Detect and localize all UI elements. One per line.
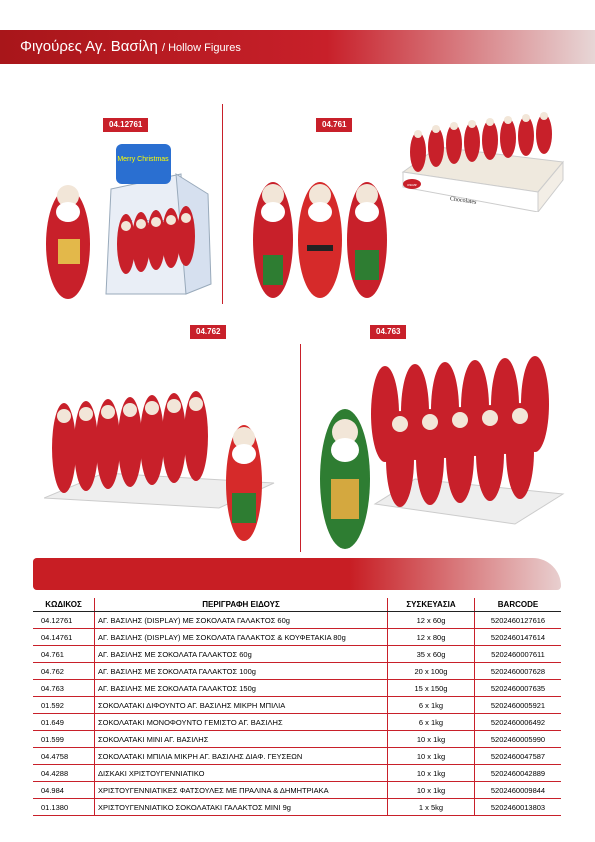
cell-package: 10 x 1kg: [388, 765, 475, 782]
cell-description: ΑΓ. ΒΑΣΙΛΗΣ (DISPLAY) ΜΕ ΣΟΚΟΛΑΤΑ ΓΑΛΑΚΤΟΣ 60g: [95, 612, 388, 629]
table-body: [33, 612, 561, 816]
cell-package: 6 x 1kg: [388, 714, 475, 731]
page-title: [20, 38, 241, 55]
box-label: Chocolates: [449, 196, 477, 206]
product-image-santa-figures: [245, 160, 395, 300]
table-header-row: [33, 598, 561, 612]
product-code-label: 04.762: [190, 325, 226, 339]
cell-barcode: 5202460007635: [475, 680, 562, 697]
table-row: [33, 680, 561, 697]
cell-description: ΣΟΚΟΛΑΤΑΚΙ ΜΠΙΛΙΑ ΜΙΚΡΗ ΑΓ. ΒΑΣΙΛΗΣ ΔΙΑΦ. ΓΕΥΣΕΩΝ: [95, 748, 388, 765]
cell-description: ΣΟΚΟΛΑΤΑΚΙ ΔΙΦΟΥΝΤΟ ΑΓ. ΒΑΣΙΛΗΣ ΜΙΚΡΗ ΜΠΙΛΙΑ: [95, 697, 388, 714]
cell-description: ΑΓ. ΒΑΣΙΛΗΣ ΜΕ ΣΟΚΟΛΑΤΑ ΓΑΛΑΚΤΟΣ 100g: [95, 663, 388, 680]
cell-code: 04.4288: [33, 765, 95, 782]
brand-logo-text: oscar: [407, 182, 417, 187]
column-header-package: ΣΥΣΚΕΥΑΣΙΑ: [388, 598, 475, 612]
cell-description: ΧΡΙΣΤΟΥΓΕΝΝΙΑΤΙΚΕΣ ΦΑΤΣΟΥΛΕΣ ΜΕ ΠΡΑΛΙΝΑ & ΔΗΜΗΤΡΙΑΚΑ: [95, 782, 388, 799]
decorative-band: [33, 558, 561, 590]
cell-barcode: 5202460005990: [475, 731, 562, 748]
cell-package: 10 x 1kg: [388, 782, 475, 799]
divider-line: [222, 104, 223, 304]
cell-barcode: 5202460127616: [475, 612, 562, 629]
table-row: [33, 629, 561, 646]
cell-package: 6 x 1kg: [388, 697, 475, 714]
cell-code: 04.4758: [33, 748, 95, 765]
cell-barcode: 5202460047587: [475, 748, 562, 765]
cell-package: 35 x 60g: [388, 646, 475, 663]
cell-code: 01.1380: [33, 799, 95, 816]
table-row: [33, 765, 561, 782]
cell-package: 12 x 80g: [388, 629, 475, 646]
product-image-tray-santas: [44, 388, 276, 548]
table-row: [33, 612, 561, 629]
cell-code: 01.599: [33, 731, 95, 748]
cell-code: 04.12761: [33, 612, 95, 629]
cell-code: 01.649: [33, 714, 95, 731]
title-english: / Hollow Figures: [161, 42, 241, 54]
table-row: [33, 646, 561, 663]
product-code-label: 04.763: [370, 325, 406, 339]
cell-package: 1 x 5kg: [388, 799, 475, 816]
cell-package: 20 x 100g: [388, 663, 475, 680]
title-greek: Φιγούρες Αγ. Βασίλη: [20, 38, 158, 55]
cell-code: 01.592: [33, 697, 95, 714]
column-header-barcode: BARCODE: [475, 598, 562, 612]
cell-code: 04.763: [33, 680, 95, 697]
cell-package: 15 x 150g: [388, 680, 475, 697]
cell-description: ΑΓ. ΒΑΣΙΛΗΣ (DISPLAY) ΜΕ ΣΟΚΟΛΑΤΑ ΓΑΛΑΚΤΟΣ & ΚΟΥΦΕΤΑΚΙΑ 80g: [95, 629, 388, 646]
table-row: [33, 731, 561, 748]
table-row: [33, 697, 561, 714]
cell-package: 12 x 60g: [388, 612, 475, 629]
product-image-chocolates-box: [398, 102, 568, 212]
column-header-description: ΠΕΡΙΓΡΑΦΗ ΕΙΔΟΥΣ: [95, 598, 388, 612]
column-header-code: ΚΩΔΙΚΟΣ: [33, 598, 95, 612]
cell-barcode: 5202460007611: [475, 646, 562, 663]
product-image-large-tray-santas: [305, 354, 565, 554]
table-row: [33, 799, 561, 816]
cell-code: 04.984: [33, 782, 95, 799]
cell-code: 04.14761: [33, 629, 95, 646]
table-row: [33, 714, 561, 731]
product-code-label: 04.761: [316, 118, 352, 132]
table-row: [33, 782, 561, 799]
cell-barcode: 5202460147614: [475, 629, 562, 646]
cell-description: ΣΟΚΟΛΑΤΑΚΙ ΜΟΝΟΦΟΥΝΤΟ ΓΕΜΙΣΤΟ ΑΓ. ΒΑΣΙΛΗΣ: [95, 714, 388, 731]
cell-description: ΑΓ. ΒΑΣΙΛΗΣ ΜΕ ΣΟΚΟΛΑΤΑ ΓΑΛΑΚΤΟΣ 60g: [95, 646, 388, 663]
cell-package: 10 x 1kg: [388, 748, 475, 765]
table-row: [33, 748, 561, 765]
cell-barcode: 5202460042889: [475, 765, 562, 782]
box-brand-text: Merry Christmas: [117, 156, 169, 163]
cell-description: ΣΟΚΟΛΑΤΑΚΙ ΜΙΝΙ ΑΓ. ΒΑΣΙΛΗΣ: [95, 731, 388, 748]
cell-barcode: 5202460006492: [475, 714, 562, 731]
cell-package: 10 x 1kg: [388, 731, 475, 748]
cell-barcode: 5202460005921: [475, 697, 562, 714]
page-header: [0, 30, 595, 64]
cell-barcode: 5202460009844: [475, 782, 562, 799]
cell-description: ΔΙΣΚΑΚΙ ΧΡΙΣΤΟΥΓΕΝΝΙΑΤΙΚΟ: [95, 765, 388, 782]
product-table: [33, 598, 561, 816]
cell-code: 04.761: [33, 646, 95, 663]
table-row: [33, 663, 561, 680]
cell-description: ΧΡΙΣΤΟΥΓΕΝΝΙΑΤΙΚΟ ΣΟΚΟΛΑΤΑΚΙ ΓΑΛΑΚΤΟΣ ΜΙΝΙ 9g: [95, 799, 388, 816]
divider-line: [300, 344, 301, 552]
product-image-display-box: [36, 134, 226, 304]
cell-description: ΑΓ. ΒΑΣΙΛΗΣ ΜΕ ΣΟΚΟΛΑΤΑ ΓΑΛΑΚΤΟΣ 150g: [95, 680, 388, 697]
product-code-label: 04.12761: [103, 118, 148, 132]
cell-code: 04.762: [33, 663, 95, 680]
cell-barcode: 5202460007628: [475, 663, 562, 680]
cell-barcode: 5202460013803: [475, 799, 562, 816]
